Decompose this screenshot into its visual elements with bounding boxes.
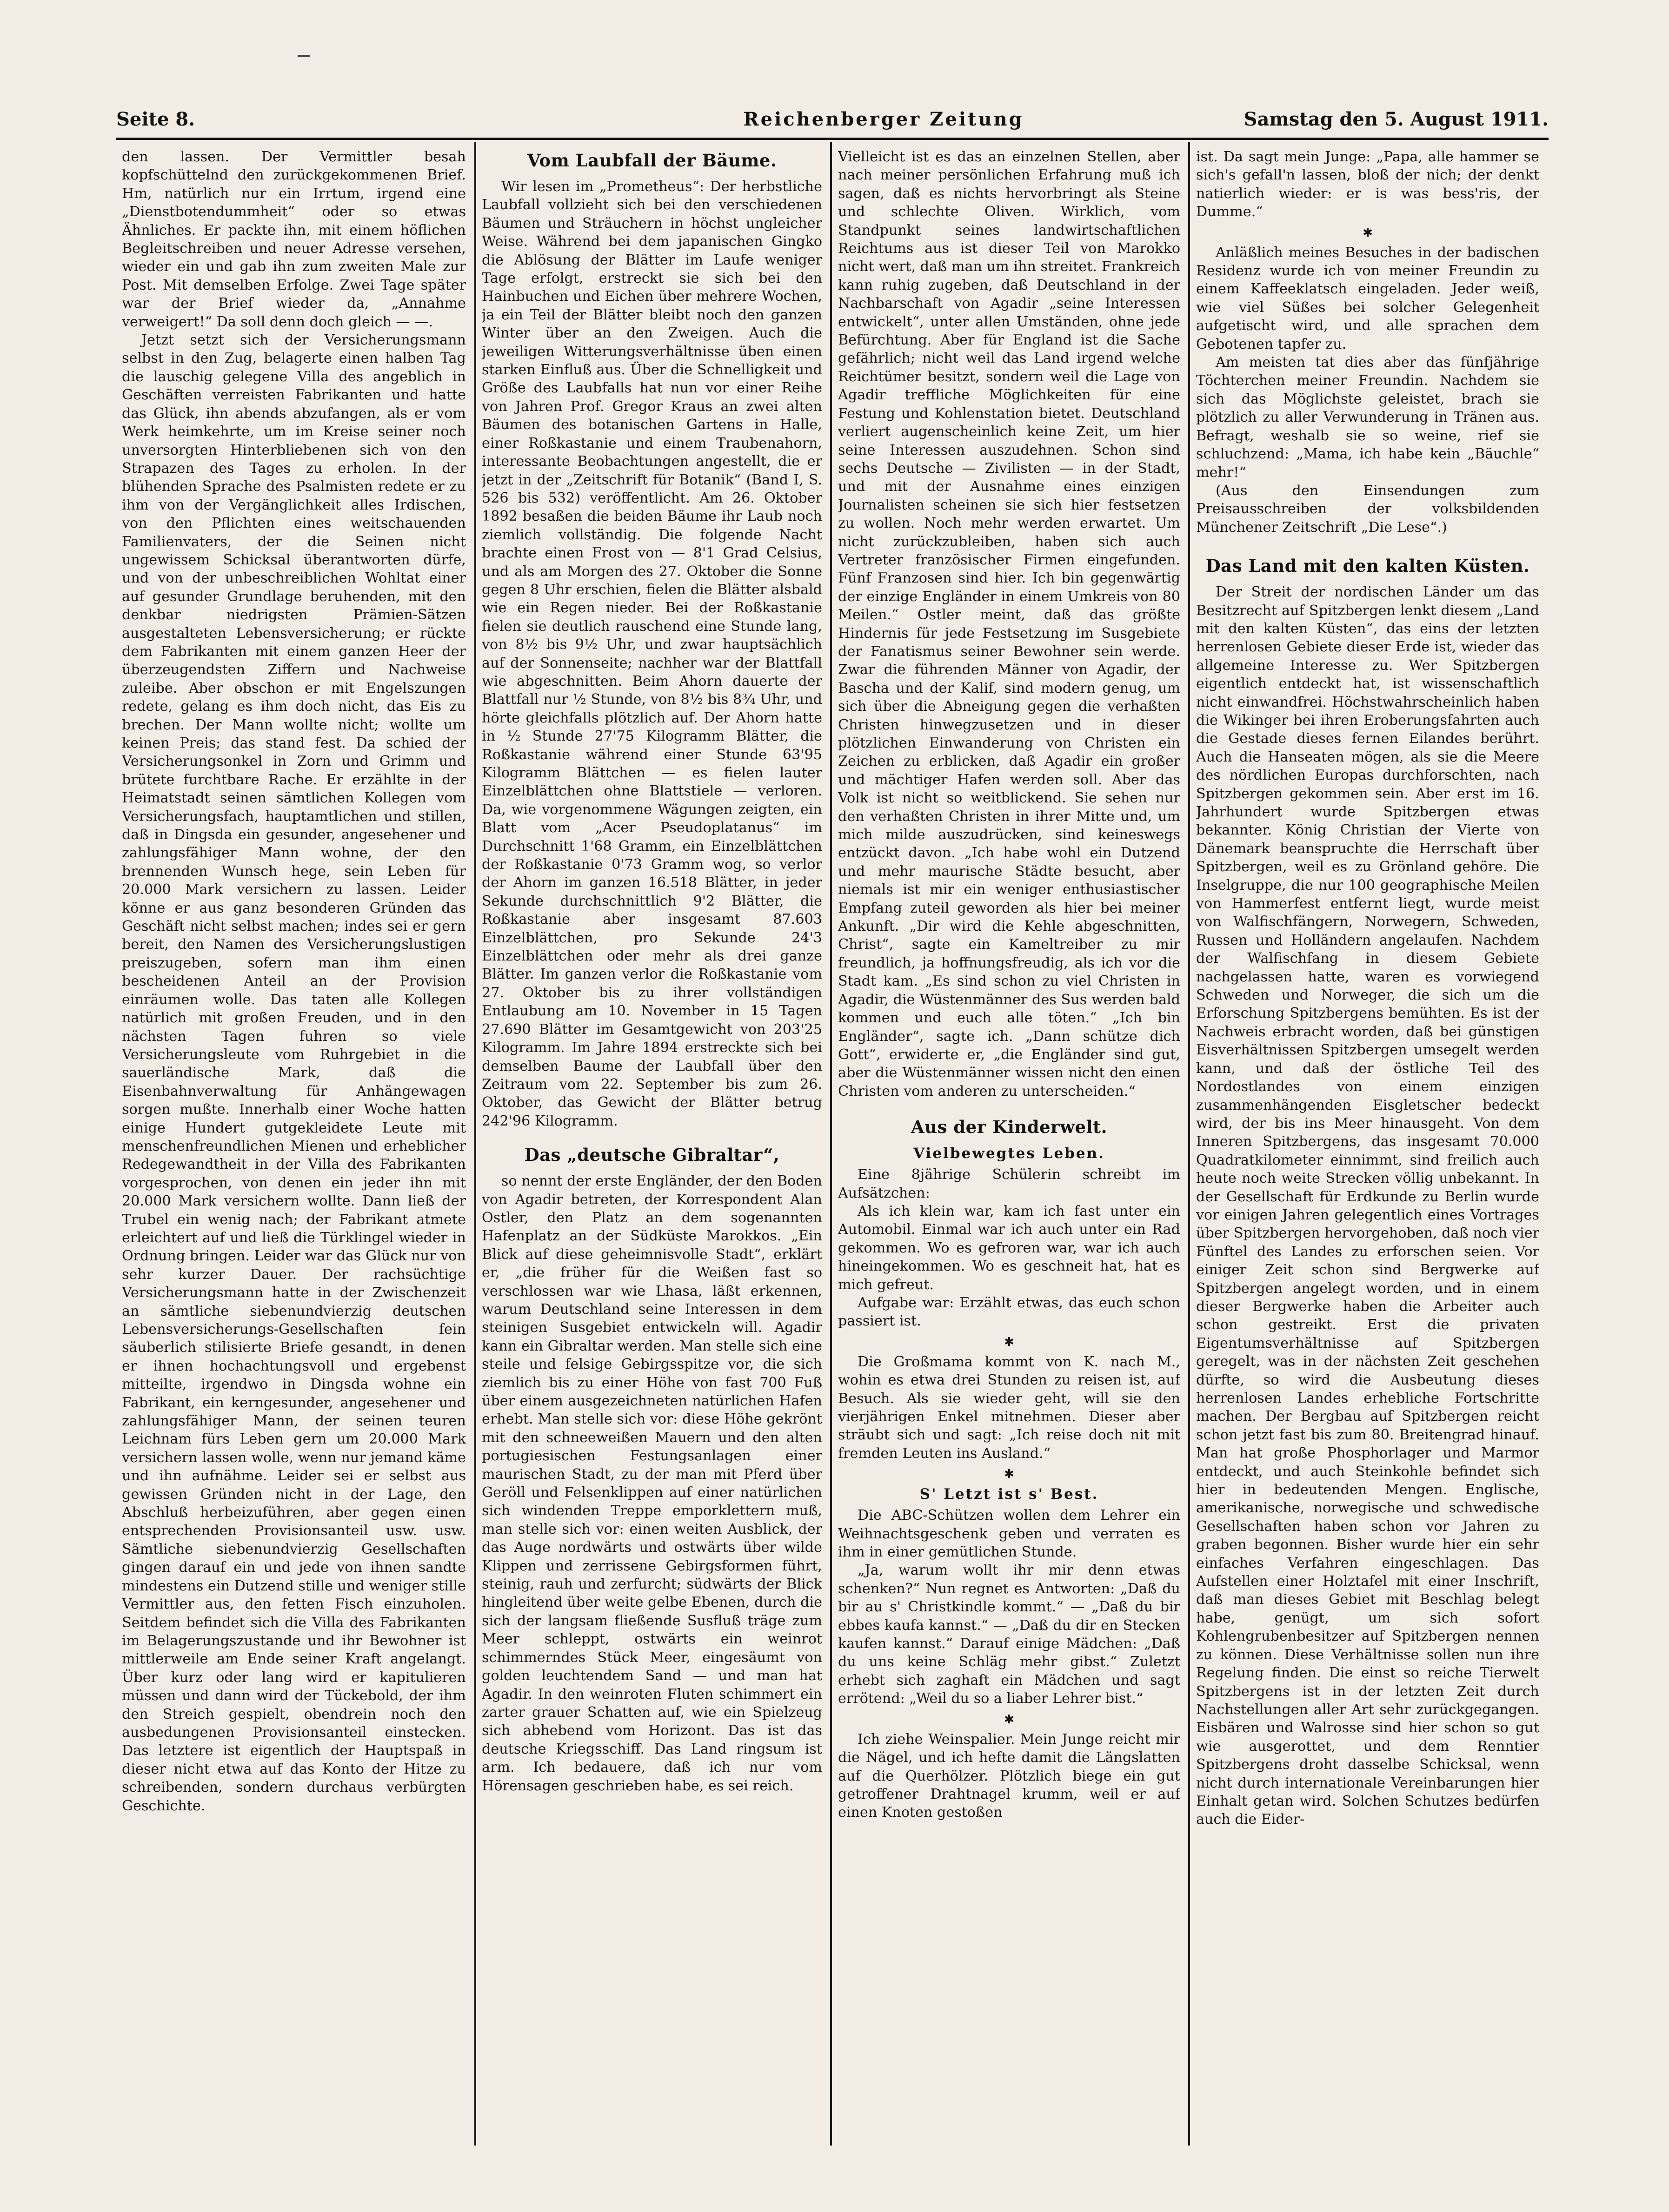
paragraph: so nennt der erste Engländer, der den Boden von Agadir betreten, der Korrespondent Alan Ostler, den Platz an dem sogenannten Hafenplatz an der Südküste Marokkos. „Ein Blick auf diese geheimnisvolle Stadt“, erklärt er, „die früher für die Weißen fast so verschlossen war wie Lhasa, läßt erkennen, warum Deutschland seine Interessen in dem steinigen Susgebiet entwickeln will. Agadir kann ein Gibraltar werden. Man stelle sich eine steile und felsige Gebirgsspitze vor, die sich ziemlich bis zu einer Höhe von fast 700 Fuß über einem ausgezeichneten natürlichen Hafen erhebt. Man stelle sich vor: diese Höhe gekrönt mit den schneeweißen Mauern und den alten portugiesischen Festungsanlagen einer maurischen Stadt, zu der man mit Pferd über Geröll und Felsenklippen auf einer natürlichen sich windenden Treppe emporklettern muß, man stelle sich vor: einen weiten Ausblick, der das Auge nordwärts und ostwärts über wilde Klippen und zerrissene Gebirgsformen führt, steinig, rauh und zerfurcht; südwärts der Blick hingleitend über weite gelbe Ebenen, durch die sich der langsam fließende Susfluß träge zum Meer schleppt, ostwärts ein weinrot schimmerndes Stück Meer, eingesäumt von golden leuchtendem Sand — und man hat Agadir. In den weinroten Fluten schimmert ein zarter grauer Schatten auf, wie ein Spielzeug sich abhebend vom Horizont. Das ist das deutsche Kriegsschiff. Das Land ringsum ist arm. Ich bedauere, daß ich nur vom Hörensagen geschrieben habe, es sei reich. xyxy=(482,1173,822,1794)
paragraph: „Ja, warum wollt ihr mir denn etwas schenken?“ Nun regnet es Antworten: „Daß du bir au s' Christkindle kommt.“ — „Daß du bir ebbes kaufa kannst.“ — „Daß du dir en Stecken kaufen kannst.“ Darauf einige Mädchen: „Daß du uns keine Schläg mehr gibst.“ Zuletzt erhebt sich zaghaft ein Mädchen und sagt errötend: „Weil du so a liaber Lehrer bist.“ xyxy=(838,1562,1180,1707)
subheading-vielbewegtes-leben: Vielbewegtes Leben. xyxy=(913,1145,1105,1162)
separator-mark: ✱ xyxy=(1004,1467,1014,1482)
paragraph: Am meisten tat dies aber das fünfjährige Töchterchen meiner Freundin. Nachdem sie sich das Möglichste geleistet, brach sie plötzlich zu aller Verwunderung in Tränen aus. Befragt, weshalb sie so weine, rief sie schluchzend: „Mama, ich habe kein „Bäuchle“ mehr!“ xyxy=(1196,354,1539,481)
column-rule xyxy=(830,142,832,2146)
newspaper-title: Reichenberger Zeitung xyxy=(743,108,1024,130)
separator-mark: ✱ xyxy=(1363,225,1373,240)
separator-mark: ✱ xyxy=(1004,1712,1014,1727)
paragraph: Die ABC-Schützen wollen dem Lehrer ein Weihnachtsgeschenk geben und verraten es ihm in einer gemütlichen Stunde. xyxy=(838,1507,1180,1561)
paragraph: Ich ziehe Weinspalier. Mein Junge reicht mir die Nägel, und ich hefte damit die Längslatten auf die Querhölzer. Plötzlich biege ein gut getroffener Drahtnagel krumm, weil er auf einen Knoten gestoßen xyxy=(838,1731,1180,1821)
article-heading-gibraltar: Das „deutsche Gibraltar“, xyxy=(524,1145,780,1166)
column-rule xyxy=(1188,142,1190,2146)
paragraph: Aufgabe war: Erzählt etwas, das euch schon passiert ist. xyxy=(838,1294,1180,1330)
paragraph: Als ich klein war, kam ich fast unter ein Automobil. Einmal war ich auch unter ein Rad gekommen. Wo es gefroren war, war ich auch hineingekommen. Wo es geschneit hat, hat es mich gefreut. xyxy=(838,1203,1180,1293)
column-3 xyxy=(838,148,1180,2147)
subheading-letzt-ist-best: S' Letzt ist s' Best. xyxy=(919,1486,1099,1503)
column-1 xyxy=(122,148,466,2147)
column-4 xyxy=(1196,148,1539,2147)
separator-mark: ✱ xyxy=(1004,1335,1014,1349)
paragraph: ist. Da sagt mein Junge: „Papa, alle hammer se sich's gefall'n lassen, bloß der nich; der denkt natierlich wieder: er is was bess'ris, der Dumme.“ xyxy=(1196,149,1539,220)
article-heading-kinderwelt: Aus der Kinderwelt. xyxy=(911,1117,1108,1138)
issue-date: Samstag den 5. August 1911. xyxy=(1243,108,1549,130)
paragraph: (Aus den Einsendungen zum Preisausschreiben der volksbildenden Münchener Zeitschrift „Die Lese“.) xyxy=(1196,482,1539,536)
paragraph: Wir lesen im „Prometheus“: Der herbstliche Laubfall vollzieht sich bei den verschiedenen Bäumen und Sträuchern in höchst ungleicher Weise. Während bei dem japanischen Gingko die Ablösung der Blätter im Laufe weniger Tage erfolgt, erstreckt sie sich bei den Hainbuchen und Eichen über mehrere Wochen, ja ein Teil der Blätter bleibt noch den ganzen Winter über an den Zweigen. Auch die jeweiligen Witterungsverhältnisse üben einen starken Einfluß aus. Über die Schnelligkeit und Größe des Laubfalls hat nun vor einer Reihe von Jahren Prof. Gregor Kraus an zwei alten Bäumen des botanischen Gartens in Halle, einer Roßkastanie und einem Traubenahorn, interessante Beobachtungen angestellt, die er jetzt in der „Zeitschrift für Botanik“ (Band I, S. 526 bis 532) veröffentlicht. Am 26. Oktober 1892 besaßen die beiden Bäume ihr Laub noch ziemlich vollständig. Die folgende Nacht brachte einen Frost von — 8'1 Grad Celsius, und als am Morgen des 27. Oktober die Sonne gegen 8 Uhr erschien, fielen die Blätter alsbald wie ein Regen nieder. Bei der Roßkastanie fielen sie deutlich rauschend eine Stunde lang, von 8½ bis 9½ Uhr, und zwar hauptsächlich auf der Sonnenseite; nachher war der Blattfall wie abgeschnitten. Beim Ahorn dauerte der Blattfall nur ½ Stunde, von 8½ bis 8¾ Uhr, und hörte gleichfalls plötzlich auf. Der Ahorn hatte in ½ Stunde 27'75 Kilogramm Blätter, die Roßkastanie während einer Stunde 63'95 Kilogramm Blättchen — es fielen lauter Einzelblättchen ohne Blattstiele — verloren. Da, wie vorgenommene Wägungen zeigten, ein Blatt vom „Acer Pseudoplatanus“ im Durchschnitt 1'68 Gramm, ein Einzelblättchen der Roßkastanie 0'73 Gramm wog, so verlor der Ahorn im ganzen 16.518 Blätter, in jeder Sekunde durchschnittlich 9'2 Blätter, die Roßkastanie aber insgesamt 87.603 Einzelblättchen, pro Sekunde 24'3 Einzelblättchen oder mehr als drei ganze Blätter. Im ganzen verlor die Roßkastanie vom 27. Oktober bis zu ihrer vollständigen Entlaubung am 10. November in 15 Tagen 27.690 Blätter im Gesamtgewicht von 203'25 Kilogramm. Im Jahre 1894 erstreckte sich bei demselben Baume der Laubfall über den Zeitraum vom 22. September bis zum 26. Oktober, das Gewicht der Blätter betrug 242'96 Kilogramm. xyxy=(482,179,822,1129)
header-rule xyxy=(116,138,1549,140)
paragraph: Jetzt setzt sich der Versicherungsmann selbst in den Zug, belagerte einen halben Tag die lauschig gelegene Villa des angeblich in Geschäften verreisten Fabrikanten und hatte das Glück, ihn abends abzufangen, als er vom Werk heimkehrte, um im Kreise seiner noch unversorgten Hinterbliebenen sich von den Strapazen des Tages zu erholen. In der blühenden Sprache des Psalmisten redete er zu ihm von der Vergänglichkeit alles Irdischen, von den Pflichten eines weitschauenden Familienvaters, der die Seinen nicht ungewissem Schicksal überantworten dürfe, und von der unbeschreiblichen Wohltat einer auf gesunder Grundlage beruhenden, mit den denkbar niedrigsten Prämien-Sätzen ausgestalteten Lebensversicherung; er rückte dem Fabrikanten mit einem ganzen Heer der überzeugendsten Ziffern und Nachweise zuleibe. Aber obschon er mit Engelszungen redete, gelang es ihm doch nicht, das Eis zu brechen. Der Mann wollte nicht; wollte um keinen Preis; das stand fest. Da schied der Versicherungsonkel in Zorn und Grimm und brütete furchtbare Rache. Er erzählte in der Heimatstadt seinen sämtlichen Kollegen vom Versicherungsfach, hauptamtlichen und stillen, daß in Dingsda ein gesunder, angesehener und zahlungsfähiger Mann wohne, der den brennenden Wunsch hege, sein Leben für 20.000 Mark versichern zu lassen. Leider könne er aus ganz besonderen Gründen das Geschäft nicht selbst machen; indes sei er gern bereit, den Namen des Versicherungslustigen preiszugeben, sofern man ihm einen bescheidenen Anteil an der Provision einräumen wolle. Das taten alle Kollegen natürlich mit großen Freuden, und in den nächsten Tagen fuhren so viele Versicherungsleute vom Ruhrgebiet in die sauerländische Mark, daß die Eisenbahnverwaltung für Anhängewagen sorgen mußte. Innerhalb einer Woche hatten einige Hundert gutgekleidete Leute mit menschenfreundlichen Mienen und erheblicher Redegewandtheit in der Villa des Fabrikanten vorgesprochen, von denen ein jeder ihn mit 20.000 Mark versichern wollte. Dann ließ der Trubel ein wenig nach; der Fabrikant atmete erleichtert auf und ließ die Türklingel wieder in Ordnung bringen. Leider war das Glück nur von sehr kurzer Dauer. Der rachsüchtige Versicherungsmann hatte in der Zwischenzeit an sämtliche siebenundvierzig deutschen Lebensversicherungs-Gesellschaften fein säuberlich stilisierte Briefe gesandt, in denen er ihnen hochachtungsvoll und ergebenst mitteilte, irgendwo in Dingsda wohne ein Fabrikant, ein kerngesunder, angesehener und zahlungsfähiger Mann, der seinen teuren Leichnam fürs Leben gern um 20.000 Mark versichern lassen wolle, wenn nur jemand käme und ihn aufnähme. Leider sei er selbst aus gewissen Gründen nicht in der Lage, den Abschluß herbeizuführen, aber gegen einen entsprechenden Provisionsanteil usw. usw. Sämtliche siebenundvierzig Gesellschaften gingen darauf ein und jede von ihnen sandte mindestens ein Dutzend stille und weniger stille Vermittler aus, den fetten Fisch einzuholen. Seitdem befindet sich die Villa des Fabrikanten im Belagerungszustande und ihr Bewohner ist mittlerweile am Ende seiner Kraft angelangt. Über kurz oder lang wird er kapitulieren müssen und dann wird der Tückebold, der ihm den Streich gespielt, obendrein noch den ausbedungenen Provisionsanteil einstecken. Das letztere ist eigentlich der Hauptspaß in dieser nicht etwa auf das Konto der Hitze zu schreibenden, sondern durchaus verbürgten Geschichte. xyxy=(122,332,466,1814)
paragraph: Anläßlich meines Besuches in der badischen Residenz wurde ich von meiner Freundin zu einem Kaffeeklatsch eingeladen. Jeder weiß, wie viel Süßes bei solcher Gelegenheit aufgetischt wird, und alle sprachen dem Gebotenen tapfer zu. xyxy=(1196,244,1539,352)
paragraph: den lassen. Der Vermittler besah kopfschüttelnd den zurückgekommenen Brief. Hm, natürlich nur ein Irrtum, irgend eine „Dienstbotendummheit“ oder so etwas Ähnliches. Er packte ihn, mit einem höflichen Begleitschreiben und neuer Adresse versehen, wieder ein und gab ihn zum zweiten Male zur Post. Mit demselben Erfolge. Zwei Tage später war der Brief wieder da, „Annahme verweigert!“ Da soll denn doch gleich — —. xyxy=(122,149,466,330)
page-number: Seite 8. xyxy=(116,108,195,130)
print-mark xyxy=(298,55,310,57)
article-heading-laubfall: Vom Laubfall der Bäume. xyxy=(527,150,777,171)
page-header xyxy=(116,108,1549,136)
paragraph: Der Streit der nordischen Länder um das Besitzrecht auf Spitzbergen lenkt diesem „Land mit den kalten Küsten“, das eins der letzten herrenlosen Gebiete dieser Erde ist, wieder das allgemeine Interesse zu. Wer Spitzbergen eigentlich entdeckt hat, ist wissenschaftlich nicht einwandfrei. Höchstwahrscheinlich haben die Wikinger bei ihren Eroberungsfahrten auch die Gestade dieses fernen Eilandes berührt. Auch die Hanseaten mögen, als sie die Meere des nördlichen Europas durchforschten, nach Spitzbergen gekommen sein. Aber erst im 16. Jahrhundert wurde Spitzbergen etwas bekannter. König Christian der Vierte von Dänemark beanspruchte die Herrschaft über Spitzbergen, weil es zu Grönland gehöre. Die Inselgruppe, die nur 100 geographische Meilen von Hammerfest entfernt liegt, wurde meist von Walfischfängern, Norwegern, Schweden, Russen und Holländern angelaufen. Nachdem der Walfischfang in diesem Gebiete nachgelassen hatte, waren es vorwiegend Schweden und Norweger, die sich um die Erforschung Spitzbergens bemühten. Es ist der Nachweis erbracht worden, daß bei günstigen Eisverhältnissen Spitzbergen umsegelt werden kann, und daß der östliche Teil des Nordostlandes von einem einzigen zusammenhängenden Eisgletscher bedeckt wird, der bis ins Meer hinausgeht. Von dem Inneren Spitzbergens, das insgesamt 70.000 Quadratkilometer einnimmt, sind freilich auch heute noch weite Strecken völlig unbekannt. In der Gesellschaft für Erdkunde zu Berlin wurde vor einigen Jahren gelegentlich eines Vortrages über Spitzbergen hervorgehoben, daß noch vier Fünftel des Landes zu erforschen seien. Vor einiger Zeit schon sind Bergwerke auf Spitzbergen angelegt worden, und in einem dieser Bergwerke haben die Arbeiter auch schon gestreikt. Erst die privaten Eigentumsverhältnisse auf Spitzbergen geregelt, was in der nächsten Zeit geschehen dürfte, so wird die Ausbeutung dieses herrenlosen Landes erhebliche Fortschritte machen. Der Bergbau auf Spitzbergen reicht schon jetzt fast bis zum 80. Breitengrad hinauf. Man hat große Phosphorlager und Marmor entdeckt, und auch Steinkohle befindet sich hier in bedeutenden Mengen. Englische, amerikanische, norwegische und schwedische Gesellschaften haben schon vor Jahren zu graben begonnen. Bisher wurde hier ein sehr einfaches Verfahren eingeschlagen. Das Aufstellen einer Holztafel mit einer Inschrift, daß man dieses Gebiet mit Beschlag belegt habe, genügt, um sich sofort Kohlengrubenbesitzer auf Spitzbergen nennen zu können. Diese Verhältnisse sollen nun ihre Regelung finden. Die einst so reiche Tierwelt Spitzbergens ist in der letzten Zeit durch Nachstellungen aller Art sehr zurückgegangen. Eisbären und Walrosse sind hier schon so gut wie ausgerottet, und dem Renntier Spitzbergens droht dasselbe Schicksal, wenn nicht durch internationale Vereinbarungen hier Einhalt getan wird. Solchen Schutzes bedürfen auch die Eider- xyxy=(1196,584,1539,1828)
paragraph: Eine 8jährige Schülerin schreibt im Aufsätzchen: xyxy=(838,1166,1180,1201)
paragraph: Die Großmama kommt von K. nach M., wohin es etwa drei Stunden zu reisen ist, auf Besuch. Als sie wieder geht, will sie den vierjährigen Enkel mitnehmen. Dieser aber sträubt sich und sagt: „Ich reise doch nit mit fremden Leuten ins Ausland.“ xyxy=(838,1353,1180,1462)
article-heading-spitzbergen: Das Land mit den kalten Küsten. xyxy=(1205,556,1530,576)
column-2 xyxy=(482,148,822,2147)
paragraph: Vielleicht ist es das an einzelnen Stellen, aber nach meiner persönlichen Erfahrung muß ich sagen, daß es nichts hervorbringt als Steine und schlechte Oliven. Wirklich, vom Standpunkt seines landwirtschaftlichen Reichtums aus ist dieser Teil von Marokko nicht wert, daß man um ihn streitet. Frankreich kann ruhig zugeben, daß Deutschland in der Nachbarschaft von Agadir „seine Interessen entwickelt“, unter allen Umständen, ohne jede Befürchtung. Aber für England ist die Sache gefährlich; nicht weil das Land irgend welche Reichtümer besitzt, sondern weil die Lage von Agadir treffliche Möglichkeiten für eine Festung und Kohlenstation bietet. Deutschland verliert augenscheinlich keine Zeit, um hier seine Interessen auszudehnen. Schon sind sechs Deutsche — Zivilisten — in der Stadt, und mit der Ausnahme eines einzigen Journalisten scheinen sie sich hier festsetzen zu wollen. Noch mehr werden erwartet. Um nicht zurückzubleiben, haben sich auch Vertreter französischer Firmen eingefunden. Fünf Franzosen sind hier. Ich bin gegenwärtig der einzige Engländer in einem Umkreis von 80 Meilen.“ Ostler meint, daß das größte Hindernis für jede Festsetzung im Susgebiete der Fanatismus seiner Bewohner sein werde. Zwar die führenden Männer von Agadir, der Bascha und der Kalif, sind modern genug, um sich über die Abneigung gegen die verhaßten Christen hinwegzusetzen und in dieser plötzlichen Einwanderung von Christen ein Zeichen zu erblicken, daß Agadir ein großer und mächtiger Hafen werden soll. Aber das Volk ist nicht so weitblickend. Sie sehen nur den verhaßten Christen in ihrer Mitte und, um mich milde auszudrücken, sind keineswegs entzückt davon. „Ich habe wohl ein Dutzend und mehr maurische Städte besucht, aber niemals ist mir ein weniger enthusiastischer Empfang zuteil geworden als hier bei meiner Ankunft. „Dir wird die Kehle abgeschnitten, Christ“, sagte ein Kameltreiber zu mir freundlich, ja hoffnungsfreudig, als ich vor die Stadt kam. „Es sind schon zu viel Christen in Agadir, die Wüstenmänner des Sus werden bald kommen und euch alle töten.“ „Ich bin Engländer“, sagte ich. „Dann schütze dich Gott“, erwiderte er, „die Engländer sind gut, aber die Wüstenmänner wissen nicht den einen Christen vom anderen zu unterscheiden.“ xyxy=(838,149,1180,1099)
column-rule xyxy=(474,142,476,2146)
